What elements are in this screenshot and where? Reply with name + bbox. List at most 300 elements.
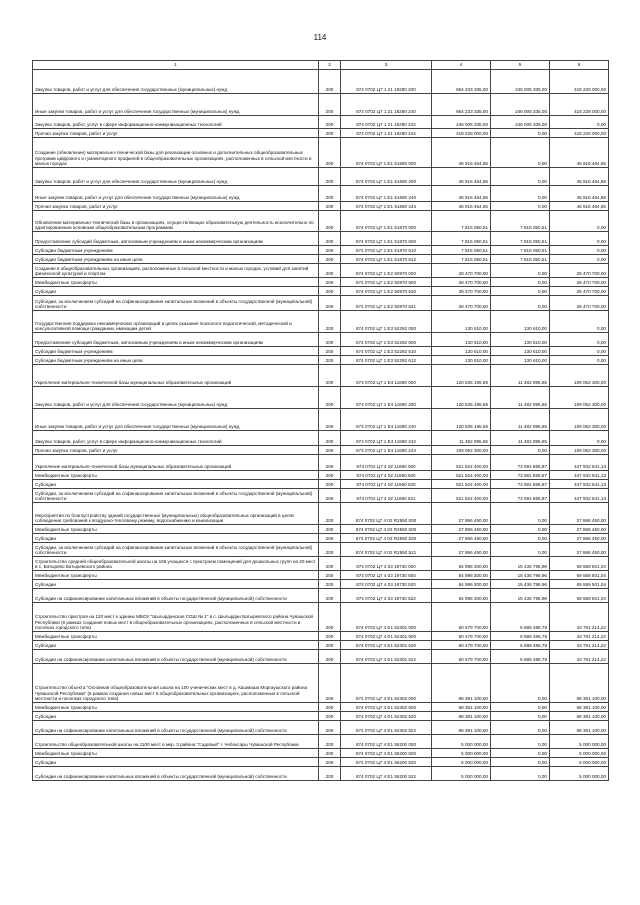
table-row	[33, 603, 609, 632]
row-amount-cell: 0,00	[550, 347, 609, 356]
row-amount-cell: 5 000 000,00	[550, 767, 609, 781]
row-code-cell: 200	[319, 264, 341, 278]
row-name-cell: Межбюджетные трансферты	[33, 632, 319, 641]
row-code-cell: 200	[319, 471, 341, 480]
row-amount-cell: 246 005 335,00	[491, 94, 550, 116]
table-row	[33, 557, 609, 571]
row-name-cell: Субсидии	[33, 641, 319, 650]
row-name-cell: Прочая закупка товаров, работ и услуг	[33, 446, 319, 455]
row-classification-cell: 874 0702 Ц7 1 E1 51870 600	[341, 232, 432, 246]
row-classification-cell: 874 0702 Ц7 1 E1 51690 244	[341, 202, 432, 211]
table-row	[33, 471, 609, 480]
row-amount-cell: 68 381 100,00	[550, 703, 609, 712]
table-row	[33, 232, 609, 246]
row-amount-cell: 0,00	[491, 749, 550, 758]
row-classification-cell: 874 0702 Ц7 1 E1 51690 200	[341, 168, 432, 186]
table-row	[33, 333, 609, 347]
row-amount-cell: 0,00	[491, 712, 550, 721]
table-row	[33, 650, 609, 664]
row-classification-cell: 874 0702 Ц7 1 E4 11680 242	[341, 431, 432, 446]
row-classification-cell: 874 0702 Ц7 1 E2 50970 521	[341, 296, 432, 311]
row-name-cell: Закупка товаров, работ, услуг в сфере информационно-коммуникационных технологий	[33, 116, 319, 129]
row-name-cell: Субсидии	[33, 712, 319, 721]
row-classification-cell: 874 0702 Ц7 4 E1 52301 500	[341, 632, 432, 641]
row-amount-cell: 28 470 700,00	[432, 264, 491, 278]
row-amount-cell: 0,00	[491, 186, 550, 202]
row-code-cell: 200	[319, 333, 341, 347]
row-classification-cell: 874 0702 Ц7 4 02 11660 000	[341, 455, 432, 471]
row-name-cell: Субсидии	[33, 480, 319, 489]
row-classification-cell: 874 0702 Ц7 4 02 11660 520	[341, 480, 432, 489]
row-amount-cell: 27 866 450,00	[432, 525, 491, 534]
row-amount-cell: 28 470 700,00	[550, 296, 609, 311]
row-amount-cell: 130 610,00	[491, 356, 550, 365]
row-code-cell: 200	[319, 703, 341, 712]
row-name-cell: Субсидии на софинансирование капитальных вложений в объекты государственной (муниципальной) собственности	[33, 650, 319, 664]
table-row	[33, 431, 609, 446]
row-amount-cell: 109 052 300,00	[550, 446, 609, 455]
row-amount-cell: 68 381 100,00	[432, 664, 491, 703]
row-classification-cell: 874 0702 Ц7 1 E2 50970 500	[341, 278, 432, 287]
table-body	[33, 70, 609, 781]
table-row	[33, 129, 609, 138]
row-classification-cell: 874 0702 Ц7 4 E1 55200 000	[341, 735, 432, 749]
row-name-cell: Прочая закупка товаров, работ и услуг	[33, 129, 319, 138]
table-row	[33, 758, 609, 767]
row-amount-cell: 73 591 858,87	[491, 455, 550, 471]
row-code-cell: 200	[319, 767, 341, 781]
row-classification-cell: 874 0702 Ц7 4 02 R2550 521	[341, 543, 432, 557]
row-amount-cell: 109 052 300,00	[550, 387, 609, 409]
row-amount-cell: 120 535 195,65	[432, 409, 491, 431]
row-code-cell: 200	[319, 735, 341, 749]
table-row	[33, 347, 609, 356]
row-amount-cell: 246 005 335,00	[491, 116, 550, 129]
row-amount-cell: 0,00	[491, 721, 550, 735]
row-name-cell: Закупка товаров, работ и услуг для обеспечения государственных (муниципальных) нужд	[33, 387, 319, 409]
row-amount-cell: 46 916 464,65	[550, 168, 609, 186]
row-amount-cell: 28 470 700,00	[432, 278, 491, 287]
table-row	[33, 767, 609, 781]
row-amount-cell: 46 916 464,65	[432, 138, 491, 168]
row-amount-cell: 0,00	[491, 138, 550, 168]
row-amount-cell: 43 791 214,22	[550, 632, 609, 641]
row-amount-cell: 0,00	[491, 264, 550, 278]
row-amount-cell: 68 381 100,00	[550, 712, 609, 721]
row-code-cell: 200	[319, 255, 341, 264]
row-amount-cell: 5 000 000,00	[550, 749, 609, 758]
row-classification-cell: 874 0702 Ц7 4 E1 52301 000	[341, 603, 432, 632]
row-amount-cell: 7 815 050,51	[432, 211, 491, 232]
row-classification-cell: 874 0702 Ц7 1 E4 11680 200	[341, 387, 432, 409]
row-amount-cell: 6 688 485,78	[491, 632, 550, 641]
row-amount-cell: 68 381 100,00	[432, 721, 491, 735]
row-code-cell: 200	[319, 543, 341, 557]
table-row	[33, 580, 609, 589]
row-amount-cell: 418 228 000,00	[550, 129, 609, 138]
row-amount-cell: 69 559 501,04	[550, 571, 609, 580]
row-name-cell: Иные закупки товаров, работ и услуг для обеспечения государственных (муниципальных) нужд	[33, 94, 319, 116]
row-code-cell: 200	[319, 557, 341, 571]
row-amount-cell: 7 815 050,51	[491, 246, 550, 255]
row-name-cell: Предоставление субсидий бюджетным, автономным учреждениям и иным некоммерческим организациям	[33, 333, 319, 347]
row-name-cell: Закупка товаров, работ, услуг в сфере информационно-коммуникационных технологий	[33, 431, 319, 446]
row-amount-cell: 0,00	[491, 767, 550, 781]
row-code-cell: 200	[319, 129, 341, 138]
row-amount-cell: 521 524 400,00	[432, 480, 491, 489]
row-code-cell: 200	[319, 603, 341, 632]
row-code-cell: 200	[319, 580, 341, 589]
table-row	[33, 503, 609, 525]
column-number-row	[33, 61, 609, 70]
row-amount-cell: 447 932 541,13	[550, 480, 609, 489]
row-amount-cell: 7 815 050,51	[491, 232, 550, 246]
row-classification-cell: 874 0702 Ц7 1 21 19280 240	[341, 94, 432, 116]
row-code-cell: 200	[319, 116, 341, 129]
table-row	[33, 589, 609, 603]
row-amount-cell: 0,00	[550, 246, 609, 255]
row-amount-cell: 0,00	[491, 202, 550, 211]
row-amount-cell: 0,00	[550, 211, 609, 232]
row-classification-cell: 874 0702 Ц7 1 E4 11680 240	[341, 409, 432, 431]
row-amount-cell: 521 524 400,00	[432, 455, 491, 471]
row-amount-cell: 50 479 700,00	[432, 641, 491, 650]
table-row	[33, 534, 609, 543]
row-code-cell: 200	[319, 94, 341, 116]
row-code-cell: 200	[319, 589, 341, 603]
row-classification-cell: 874 0702 Ц7 4 E1 55200 522	[341, 767, 432, 781]
row-name-cell: Строительство пристроя на 120 мест к зданию МБОУ "Шыгырданская СОШ № 1" в с. Шыгырдан Батыревского района Чувашской Республики (в рамках создания новых мест в общеобразовательных организациях, расположенных в сельской местности и поселках городского типа)	[33, 603, 319, 632]
row-classification-cell: 874 0702 Ц7 4 02 R2550 520	[341, 534, 432, 543]
row-code-cell: 200	[319, 202, 341, 211]
row-amount-cell: 43 791 214,22	[550, 650, 609, 664]
row-classification-cell: 874 0702 Ц7 1 21 19280 200	[341, 70, 432, 94]
row-amount-cell: 0,00	[491, 525, 550, 534]
row-amount-cell: 69 559 501,04	[550, 589, 609, 603]
table-row	[33, 356, 609, 365]
row-classification-cell: 874 0702 Ц7 1 21 19280 244	[341, 129, 432, 138]
table-row	[33, 296, 609, 311]
row-classification-cell: 874 0702 Ц7 4 03 19730 522	[341, 589, 432, 603]
row-amount-cell: 73 591 858,87	[491, 471, 550, 480]
row-amount-cell: 11 482 895,65	[432, 431, 491, 446]
row-amount-cell: 0,00	[491, 129, 550, 138]
row-classification-cell: 874 0702 Ц7 4 03 19730 500	[341, 571, 432, 580]
row-amount-cell: 15 436 798,96	[491, 557, 550, 571]
row-amount-cell: 130 610,00	[491, 333, 550, 347]
row-classification-cell: 874 0702 Ц7 1 E4 11680 244	[341, 446, 432, 455]
row-classification-cell: 874 0702 Ц7 4 E1 55200 520	[341, 758, 432, 767]
row-code-cell: 200	[319, 480, 341, 489]
column-header: 4	[432, 61, 491, 70]
table-row	[33, 211, 609, 232]
table-row	[33, 311, 609, 333]
row-amount-cell: 11 482 895,65	[491, 409, 550, 431]
row-code-cell: 200	[319, 749, 341, 758]
row-classification-cell: 874 0702 Ц7 4 E1 52301 520	[341, 641, 432, 650]
row-amount-cell: 0,00	[491, 758, 550, 767]
row-amount-cell: 15 436 798,96	[491, 571, 550, 580]
row-code-cell: 200	[319, 489, 341, 503]
row-classification-cell: 874 0702 Ц7 4 03 19730 520	[341, 580, 432, 589]
row-code-cell: 200	[319, 168, 341, 186]
row-name-cell: Иные закупки товаров, работ и услуг для обеспечения государственных (муниципальных) нужд	[33, 186, 319, 202]
row-amount-cell: 130 610,00	[432, 356, 491, 365]
row-classification-cell: 874 0702 Ц7 4 E1 52302 522	[341, 721, 432, 735]
row-amount-cell: 0,00	[491, 446, 550, 455]
row-amount-cell: 0,00	[491, 534, 550, 543]
table-row	[33, 287, 609, 296]
row-amount-cell: 130 610,00	[432, 311, 491, 333]
row-amount-cell: 109 052 300,00	[550, 365, 609, 387]
row-name-cell: Субсидии, за исключением субсидий на софинансирование капитальных вложений в объекты государственной (муниципальной) собственности	[33, 489, 319, 503]
row-name-cell: Субсидии	[33, 287, 319, 296]
row-amount-cell: 0,00	[550, 116, 609, 129]
table-row	[33, 365, 609, 387]
row-name-cell: Субсидии на софинансирование капитальных вложений в объекты государственной (муниципальной) собственности	[33, 721, 319, 735]
table-row	[33, 703, 609, 712]
row-amount-cell: 27 866 450,00	[550, 525, 609, 534]
row-name-cell: Субсидии бюджетным учреждениям	[33, 246, 319, 255]
row-classification-cell: 874 0702 Ц7 4 E1 52302 500	[341, 703, 432, 712]
row-amount-cell: 418 228 000,00	[432, 129, 491, 138]
row-amount-cell: 418 228 000,00	[550, 94, 609, 116]
row-amount-cell: 7 815 050,51	[491, 211, 550, 232]
row-amount-cell: 521 524 400,00	[432, 489, 491, 503]
row-amount-cell: 0,00	[491, 735, 550, 749]
row-classification-cell: 874 0702 Ц7 4 E1 55200 500	[341, 749, 432, 758]
row-code-cell: 200	[319, 138, 341, 168]
row-amount-cell: 50 479 700,00	[432, 650, 491, 664]
row-code-cell: 200	[319, 712, 341, 721]
row-code-cell: 200	[319, 758, 341, 767]
row-amount-cell: 68 381 100,00	[432, 712, 491, 721]
row-amount-cell: 109 052 300,00	[432, 446, 491, 455]
row-amount-cell: 664 233 335,00	[432, 70, 491, 94]
row-code-cell: 200	[319, 455, 341, 471]
row-amount-cell: 50 479 700,00	[432, 632, 491, 641]
row-amount-cell: 0,00	[550, 333, 609, 347]
row-amount-cell: 0,00	[550, 232, 609, 246]
row-amount-cell: 664 233 335,00	[432, 94, 491, 116]
row-amount-cell: 11 482 895,65	[491, 387, 550, 409]
row-amount-cell: 84 996 300,00	[432, 589, 491, 603]
row-name-cell: Субсидии бюджетным учреждениям на иные цели	[33, 356, 319, 365]
row-amount-cell: 15 436 798,96	[491, 580, 550, 589]
page-number: 114	[313, 33, 327, 42]
row-classification-cell: 874 0702 Ц7 1 E3 52292 612	[341, 356, 432, 365]
row-code-cell: 200	[319, 534, 341, 543]
row-amount-cell: 0,00	[491, 168, 550, 186]
row-amount-cell: 447 932 541,13	[550, 471, 609, 480]
row-amount-cell: 6 688 485,78	[491, 641, 550, 650]
table-row	[33, 712, 609, 721]
row-amount-cell: 84 996 300,00	[432, 571, 491, 580]
row-name-cell: Субсидии бюджетным учреждениям на иные цели	[33, 255, 319, 264]
row-amount-cell: 11 482 895,65	[491, 431, 550, 446]
row-amount-cell: 0,00	[550, 311, 609, 333]
row-name-cell: Субсидии	[33, 758, 319, 767]
row-code-cell: 200	[319, 571, 341, 580]
row-name-cell: Межбюджетные трансферты	[33, 571, 319, 580]
row-name-cell: Укрепление материально-технической базы муниципальных образовательных организаций	[33, 365, 319, 387]
row-name-cell: Межбюджетные трансферты	[33, 525, 319, 534]
row-code-cell: 200	[319, 641, 341, 650]
row-amount-cell: 84 996 300,00	[432, 557, 491, 571]
row-amount-cell: 28 470 700,00	[550, 278, 609, 287]
row-name-cell: Закупка товаров, работ и услуг для обеспечения государственных (муниципальных) нужд	[33, 168, 319, 186]
table-row	[33, 94, 609, 116]
row-code-cell: 200	[319, 232, 341, 246]
table-row	[33, 387, 609, 409]
row-classification-cell: 874 0702 Ц7 4 E1 52302 520	[341, 712, 432, 721]
row-amount-cell: 69 559 501,04	[550, 580, 609, 589]
row-amount-cell: 0,00	[491, 296, 550, 311]
row-amount-cell: 7 815 050,51	[491, 255, 550, 264]
row-code-cell: 200	[319, 287, 341, 296]
row-code-cell: 200	[319, 525, 341, 534]
row-code-cell: 200	[319, 246, 341, 255]
row-classification-cell: 874 0702 Ц7 4 E1 52302 000	[341, 664, 432, 703]
row-classification-cell: 874 0702 Ц7 1 E2 50970 000	[341, 264, 432, 278]
row-name-cell: Субсидии, за исключением субсидий на софинансирование капитальных вложений в объекты государственной (муниципальной) собственности	[33, 296, 319, 311]
row-name-cell: Укрепление материально-технической базы муниципальных образовательных организаций	[33, 455, 319, 471]
row-name-cell: Субсидии на софинансирование капитальных вложений в объекты государственной (муниципальной) собственности	[33, 767, 319, 781]
row-amount-cell: 7 815 050,51	[432, 232, 491, 246]
table-row	[33, 749, 609, 758]
column-header: 5	[491, 61, 550, 70]
row-code-cell: 200	[319, 650, 341, 664]
table-row	[33, 246, 609, 255]
row-name-cell: Субсидии	[33, 534, 319, 543]
row-amount-cell: 46 916 464,65	[550, 186, 609, 202]
row-amount-cell: 46 916 464,65	[432, 186, 491, 202]
row-amount-cell: 50 479 700,00	[432, 603, 491, 632]
row-code-cell: 200	[319, 387, 341, 409]
table-row	[33, 70, 609, 94]
row-name-cell: Межбюджетные трансферты	[33, 749, 319, 758]
row-amount-cell: 0,00	[491, 703, 550, 712]
row-classification-cell: 874 0702 Ц7 1 E3 52292 000	[341, 311, 432, 333]
row-name-cell: Субсидии, за исключением субсидий на софинансирование капитальных вложений в объекты государственной (муниципальной) собственности	[33, 543, 319, 557]
column-header: 2	[319, 61, 341, 70]
row-amount-cell: 27 866 450,00	[432, 543, 491, 557]
budget-table	[32, 60, 609, 781]
row-amount-cell: 0,00	[491, 278, 550, 287]
table-row	[33, 116, 609, 129]
row-amount-cell: 0,00	[550, 431, 609, 446]
row-amount-cell: 43 791 214,22	[550, 603, 609, 632]
row-name-cell: Обновление материально-технической базы в организациях, осуществляющих образовательную деятельность исключительно по адаптированным основным общеобразовательным программам	[33, 211, 319, 232]
row-amount-cell: 7 815 050,51	[432, 246, 491, 255]
table-row	[33, 543, 609, 557]
row-name-cell: Предоставление субсидий бюджетным, автономным учреждениям и иным некоммерческим организациям	[33, 232, 319, 246]
row-amount-cell: 27 866 450,00	[550, 503, 609, 525]
row-amount-cell: 447 932 541,13	[550, 455, 609, 471]
table-row	[33, 632, 609, 641]
row-amount-cell: 521 524 400,00	[432, 471, 491, 480]
row-code-cell: 200	[319, 211, 341, 232]
table-row	[33, 525, 609, 534]
row-name-cell: Закупка товаров, работ и услуг для обеспечения государственных (муниципальных) нужд	[33, 70, 319, 94]
row-name-cell: Субсидии бюджетным учреждениям	[33, 347, 319, 356]
column-header: 3	[341, 61, 432, 70]
row-classification-cell: 874 0702 Ц7 4 E1 52301 522	[341, 650, 432, 664]
row-amount-cell: 120 535 195,65	[432, 365, 491, 387]
row-classification-cell: 874 0702 Ц7 1 E1 51870 000	[341, 211, 432, 232]
row-amount-cell: 27 866 450,00	[432, 503, 491, 525]
row-amount-cell: 5 000 000,00	[550, 735, 609, 749]
row-amount-cell: 0,00	[491, 503, 550, 525]
row-name-cell: Иные закупки товаров, работ и услуг для обеспечения государственных (муниципальных) нужд	[33, 409, 319, 431]
row-amount-cell: 5 000 000,00	[550, 758, 609, 767]
row-name-cell: Мероприятия по благоустройству зданий государственных (муниципальных) общеобразовательных организаций в целях соблюдения требований к воздушно-тепловому режиму, водоснабжению и канализации	[33, 503, 319, 525]
row-code-cell: 200	[319, 70, 341, 94]
row-amount-cell: 43 791 214,22	[550, 641, 609, 650]
row-amount-cell: 46 916 464,65	[550, 138, 609, 168]
row-amount-cell: 130 610,00	[491, 347, 550, 356]
row-amount-cell: 130 610,00	[491, 311, 550, 333]
row-classification-cell: 874 0702 Ц7 4 03 19730 000	[341, 557, 432, 571]
row-name-cell: Прочая закупка товаров, работ и услуг	[33, 202, 319, 211]
row-amount-cell: 11 482 895,65	[491, 365, 550, 387]
row-amount-cell: 69 559 501,04	[550, 557, 609, 571]
table-row	[33, 480, 609, 489]
row-amount-cell: 46 916 464,65	[432, 202, 491, 211]
row-classification-cell: 874 0702 Ц7 1 E3 52292 610	[341, 347, 432, 356]
row-amount-cell: 7 815 050,51	[432, 255, 491, 264]
row-name-cell: Межбюджетные трансферты	[33, 471, 319, 480]
table-row	[33, 489, 609, 503]
row-amount-cell: 109 052 300,00	[550, 409, 609, 431]
column-header: 6	[550, 61, 609, 70]
table-row	[33, 455, 609, 471]
row-amount-cell: 418 228 000,00	[550, 70, 609, 94]
row-name-cell: Строительство средней общеобразовательной школы на 165 учащихся с пристроем помещений для дошкольных групп на 40 мест в с. Батырево Батыревского района	[33, 557, 319, 571]
row-amount-cell: 0,00	[491, 543, 550, 557]
row-amount-cell: 27 866 450,00	[432, 534, 491, 543]
row-classification-cell: 874 0702 Ц7 1 E1 51870 610	[341, 246, 432, 255]
row-classification-cell: 874 0702 Ц7 4 02 11660 521	[341, 489, 432, 503]
table-row	[33, 202, 609, 211]
row-amount-cell: 68 381 100,00	[550, 721, 609, 735]
row-amount-cell: 73 591 858,87	[491, 489, 550, 503]
row-name-cell: Межбюджетные трансферты	[33, 703, 319, 712]
row-name-cell: Создание в общеобразовательных организациях, расположенных в сельской местности и малых городах, условий для занятий физической культурой и спортом	[33, 264, 319, 278]
row-amount-cell: 68 381 100,00	[550, 664, 609, 703]
row-code-cell: 200	[319, 632, 341, 641]
table-row	[33, 264, 609, 278]
row-code-cell: 200	[319, 365, 341, 387]
row-code-cell: 200	[319, 311, 341, 333]
row-amount-cell: 0,00	[491, 664, 550, 703]
row-amount-cell: 27 866 450,00	[550, 543, 609, 557]
row-code-cell: 200	[319, 503, 341, 525]
row-classification-cell: 874 0702 Ц7 1 E3 52292 600	[341, 333, 432, 347]
row-code-cell: 200	[319, 356, 341, 365]
row-amount-cell: 73 591 858,87	[491, 480, 550, 489]
row-code-cell: 200	[319, 186, 341, 202]
row-classification-cell: 874 0702 Ц7 1 E1 51870 612	[341, 255, 432, 264]
row-code-cell: 200	[319, 347, 341, 356]
row-amount-cell: 6 688 485,78	[491, 650, 550, 664]
row-name-cell: Субсидии	[33, 580, 319, 589]
row-code-cell: 200	[319, 278, 341, 287]
table-row	[33, 571, 609, 580]
row-amount-cell: 6 688 485,78	[491, 603, 550, 632]
row-amount-cell: 28 470 700,00	[432, 287, 491, 296]
row-classification-cell: 874 0702 Ц7 1 E4 11680 000	[341, 365, 432, 387]
